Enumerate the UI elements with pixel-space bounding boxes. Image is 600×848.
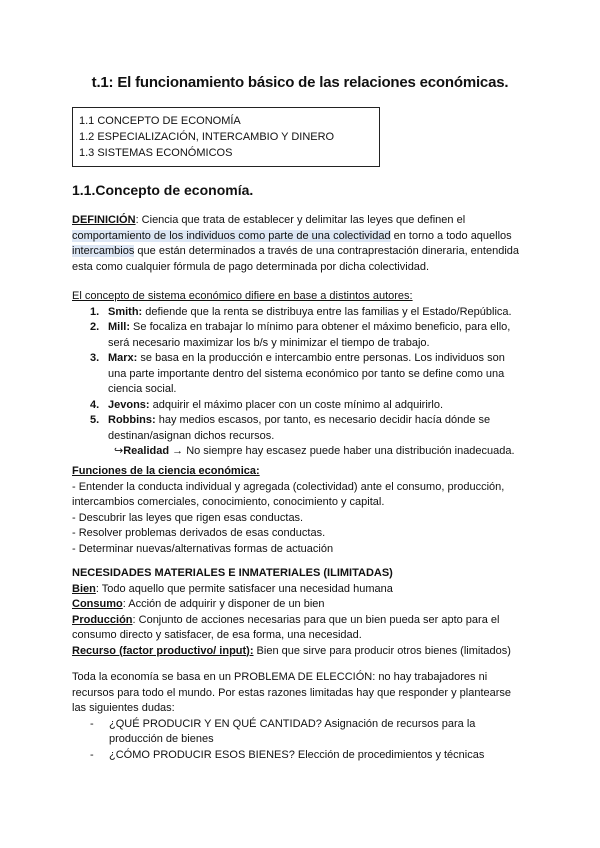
author-text: ciencia social.	[108, 383, 177, 395]
functions-line: - Entender la conducta individual y agregada (colectividad) ante el consumo, producción,	[72, 480, 505, 493]
highlighted-text: comportamiento de los individuos como parte de una colectividad	[72, 229, 391, 242]
author-name: Marx:	[108, 352, 138, 364]
authors-section	[72, 289, 532, 460]
list-number: 1.	[90, 305, 100, 318]
dash-bullet: -	[90, 717, 94, 730]
term-label: Consumo	[72, 598, 123, 610]
question-text: ¿CÓMO PRODUCIR ESOS BIENES? Elección de procedimientos y técnicas	[109, 748, 485, 761]
author-text: hay medios escasos, por tanto, es necesario decidir hacía dónde se	[155, 414, 491, 426]
reality-label: Realidad	[123, 445, 170, 457]
functions-section	[72, 464, 532, 557]
needs-heading: NECESIDADES MATERIALES E INMATERIALES (ILIMITADAS)	[72, 567, 393, 579]
term-definition: : Acción de adquirir y disponer de un bien	[122, 598, 325, 610]
term-definition: : Conjunto de acciones necesarias para que un bien pueda ser apto para el	[132, 613, 500, 626]
definition-label: DEFINICIÓN	[72, 214, 136, 226]
list-item	[72, 413, 532, 444]
authors-list	[72, 305, 532, 445]
list-item	[72, 351, 532, 398]
needs-section	[72, 566, 532, 659]
functions-line: intercambios comerciales, conocimiento, conocimiento y capital.	[72, 496, 385, 508]
toc-item: 1.1 CONCEPTO DE ECONOMÍA	[79, 115, 241, 127]
list-number: 2.	[90, 321, 100, 333]
term-definition: consumo directo y satisfacer, de esa forma, una necesidad.	[72, 629, 362, 641]
term-definition: Bien que sirve para producir otros bienes (limitados)	[253, 644, 511, 657]
list-item	[72, 305, 532, 321]
functions-line: - Determinar nuevas/alternativas formas de actuación	[72, 542, 334, 555]
table-of-contents	[72, 107, 380, 167]
author-text: destinan/asignan dichos recursos.	[108, 429, 275, 442]
term-label: Producción	[72, 613, 133, 626]
reality-note	[72, 444, 532, 460]
author-text: adquirir el máximo placer con un coste mínimo al adquirirlo.	[149, 398, 444, 411]
document-title: t.1: El funcionamiento básico de las relaciones económicas.	[91, 74, 509, 91]
toc-item: 1.3 SISTEMAS ECONÓMICOS	[79, 147, 233, 159]
author-name: Mill:	[108, 321, 130, 333]
authors-intro: El concepto de sistema económico difiere en base a distintos autores:	[72, 290, 413, 302]
list-item	[72, 398, 532, 414]
term-label: Bien	[72, 582, 96, 595]
return-arrow-icon: ↪	[114, 445, 124, 457]
question-item	[72, 748, 532, 764]
functions-line: - Descubrir las leyes que rigen esas conductas.	[72, 511, 304, 524]
author-text: Se focaliza en trabajar lo mínimo para obtener el máximo beneficio, para ello,	[130, 321, 511, 333]
definition-text: que están determinados a través de una contraprestación dineraria, entendida	[134, 245, 519, 257]
economy-line: Toda la economía se basa en un PROBLEMA DE ELECCIÓN: no hay trabajadores ni	[72, 671, 488, 683]
functions-line: - Resolver problemas derivados de esas conductas.	[72, 527, 326, 539]
toc-item: 1.2 ESPECIALIZACIÓN, INTERCAMBIO Y DINERO	[79, 131, 335, 143]
definition-text: : Ciencia que trata de establecer y delimitar las leyes que definen el	[135, 214, 466, 226]
author-text: será necesario maximizar los b/s y minimizar el tiempo de trabajo.	[108, 336, 430, 349]
term-definition: : Todo aquello que permite satisfacer una necesidad humana	[95, 582, 393, 595]
question-text: producción de bienes	[109, 733, 214, 745]
reality-text: → No siempre hay escasez puede haber una distribución inadecuada.	[169, 445, 515, 457]
author-text: se basa en la producción e intercambio entre personas. Los individuos son	[137, 352, 505, 364]
author-text: defiende que la renta se distribuya entre las familias y el Estado/República.	[142, 305, 512, 318]
author-name: Jevons:	[108, 398, 150, 411]
list-item	[72, 320, 532, 351]
economy-line: las siguientes dudas:	[72, 702, 175, 714]
author-name: Robbins:	[108, 414, 156, 426]
section-heading: 1.1.Concepto de economía.	[72, 182, 254, 198]
list-number: 3.	[90, 352, 100, 364]
highlighted-text: intercambios	[72, 245, 135, 257]
functions-heading: Funciones de la ciencia económica:	[72, 465, 260, 477]
dash-bullet: -	[90, 748, 94, 761]
list-number: 4.	[90, 398, 100, 411]
term-label: Recurso (factor productivo/ input):	[72, 644, 254, 657]
author-name: Smith:	[108, 305, 143, 318]
definition-text: esta como cualquier fórmula de pago determinada por dicha colectividad.	[72, 260, 430, 273]
definition-paragraph	[72, 213, 532, 275]
definition-text: en torno a todo aquellos	[390, 229, 512, 242]
question-text: ¿QUÉ PRODUCIR Y EN QUÉ CANTIDAD? Asignación de recursos para la	[109, 717, 476, 730]
economy-line: recursos para todo el mundo. Por estas razones limitadas hay que responder y plantearse	[72, 686, 512, 699]
economy-section	[72, 670, 532, 763]
list-number: 5.	[90, 414, 100, 426]
question-item	[72, 717, 532, 748]
author-text: una parte importante dentro del sistema económico por tanto se define como una	[108, 367, 505, 380]
